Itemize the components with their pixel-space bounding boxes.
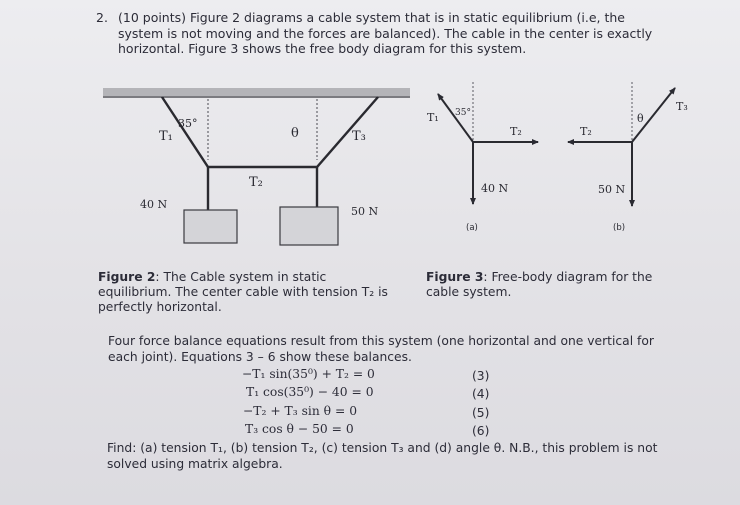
figure-3-caption-text: : Free-body diagram for the cable system. <box>426 270 653 299</box>
fbd-b-t2-label: T₂ <box>580 125 592 138</box>
figure-2-caption <box>98 270 398 315</box>
fig2-t2-label: T₂ <box>249 175 263 190</box>
figure-3a-free-body-diagram <box>427 82 538 233</box>
fbd-b-theta-label: θ <box>637 112 644 125</box>
problem-text: (10 points) Figure 2 diagrams a cable system that is in static equilibrium (i.e, the system is not moving and the forces are balanced). The cable in the center is exactly horizontal. Figure 3 shows the free body diagram for this system. <box>118 10 653 56</box>
equation-3-number: (3) <box>472 369 490 383</box>
fbd-b-caption-label: (b) <box>613 223 626 233</box>
cable-path <box>162 97 378 167</box>
equation-5-number: (5) <box>472 406 490 420</box>
left-weight-block <box>184 210 237 243</box>
equation-4: T₁ cos(35⁰) − 40 = 0 <box>246 385 374 399</box>
fig2-angle-label: 35° <box>178 117 198 130</box>
figure-2-cable-system <box>103 88 410 245</box>
fig2-left-weight-label: 40 N <box>140 198 168 211</box>
fbd-b-force-label: 50 N <box>598 183 626 196</box>
fbd-a-force-label: 40 N <box>481 182 509 195</box>
intro-paragraph: Four force balance equations result from this system (one horizontal and one vertical for each joint). Equations 3 – 6 show these balances. <box>108 334 654 364</box>
equation-6-number: (6) <box>472 424 490 438</box>
right-weight-block <box>280 207 338 245</box>
fbd-a-caption-label: (a) <box>466 223 478 233</box>
figure-2-caption-text: : The Cable system in static equilibrium. The center cable with tension T₂ is perfectly horizontal. <box>98 270 388 314</box>
equation-6: T₃ cos θ − 50 = 0 <box>245 422 354 436</box>
fbd-a-t1-arrow <box>438 94 473 142</box>
ceiling <box>103 88 410 96</box>
equation-4-number: (4) <box>472 387 490 401</box>
fig2-right-weight-label: 50 N <box>351 205 379 218</box>
figure-3-caption <box>426 270 686 300</box>
fig2-t1-label: T₁ <box>159 129 173 144</box>
fig2-t3-label: T₃ <box>352 129 366 144</box>
figure-2-caption-title: Figure 2 <box>98 270 156 284</box>
equation-3: −T₁ sin(35⁰) + T₂ = 0 <box>242 367 375 381</box>
equation-5: −T₂ + T₃ sin θ = 0 <box>243 404 358 418</box>
figure-3b-free-body-diagram <box>568 82 688 233</box>
fbd-b-t3-label: T₃ <box>676 100 688 113</box>
fbd-a-angle-label: 35° <box>455 108 471 118</box>
fig2-theta-label: θ <box>291 126 299 141</box>
problem-number: 2. <box>96 10 108 25</box>
fbd-a-t2-label: T₂ <box>510 125 522 138</box>
fbd-a-t1-label: T₁ <box>427 111 439 124</box>
figure-3-caption-title: Figure 3 <box>426 270 484 284</box>
find-statement: Find: (a) tension T₁, (b) tension T₂, (c) tension T₃ and (d) angle θ. N.B., this problem is not solved using matrix algebra. <box>107 441 658 471</box>
